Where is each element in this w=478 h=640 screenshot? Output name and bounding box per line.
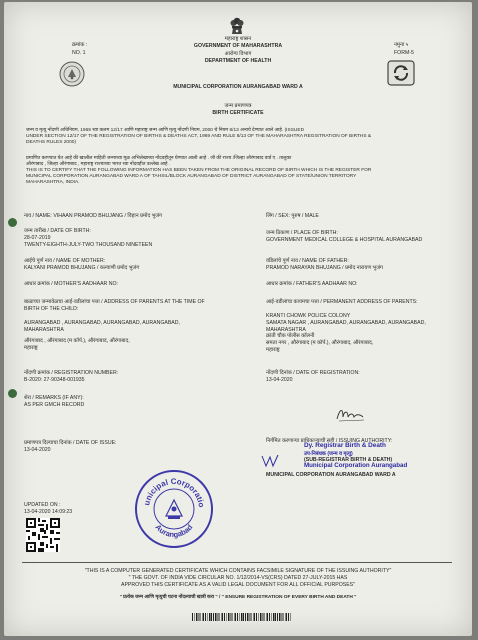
dob-value: 28-07-2019: [24, 235, 51, 241]
signature-scribble: [334, 405, 368, 425]
department-name: DEPARTMENT OF HEALTH: [204, 58, 272, 64]
footer-slogan: " प्रत्येक जन्म आणि मृत्युची घटना नोंदल्याची खात्री करा " / " ENSURE REGISTRATION OF EVERY BIRTH AND DEATH ": [119, 595, 357, 600]
remarks-label: शेरा / REMARKS (IF ANY):: [24, 395, 84, 401]
seal-bottom-text: Aurangabad: [153, 522, 195, 540]
registration-date-label: नोंदणी दिनांक / DATE OF REGISTRATION:: [266, 370, 360, 376]
government-name: GOVERNMENT OF MAHARASHTRA: [193, 43, 283, 49]
seal-top-text: unicipal Corporatio: [142, 476, 207, 509]
svg-text:Municipal Corporation: [137, 472, 206, 508]
department-name-mr: आरोग्य विभाग: [224, 51, 252, 57]
certificate-title-mr: जन्म प्रमाणपत्र: [224, 103, 252, 109]
ashoka-emblem-icon: [226, 14, 248, 36]
authority-stamp-line: उप-निबंधक (जन्म व मृत्यु): [304, 451, 353, 457]
address-at-birth-label: बाळाच्या जन्मावेळचा आई-वडीलांचा पत्ता / ADDRESS OF PARENTS AT THE TIME OF: [24, 299, 205, 305]
registration-number-label: नोंदणी क्रमांक / REGISTRATION NUMBER:: [24, 370, 119, 376]
preamble-line: THIS IS TO CERTIFY THAT THE FOLLOWING INFORMATION HAS BEEN TAKEN FROM THE ORIGINAL RECORD OF BIRTH WHICH IS THE REGISTER FOR: [26, 168, 372, 173]
authority-stamp-line: (SUB-REGISTRAR BIRTH & DEATH): [304, 457, 393, 463]
preamble-line: MAHARASHTRA, INDIA.: [26, 180, 80, 185]
authority-stamp-line: Municipal Corporation Aurangabad: [304, 462, 408, 469]
dob-label: जन्म तारीख / DATE OF BIRTH:: [24, 228, 91, 234]
address-at-birth-label-cont: BIRTH OF THE CHILD:: [24, 306, 79, 312]
issue-date-label: प्रमाणपत्र दिल्याचा दिनांक / DATE OF ISSUE:: [24, 440, 117, 446]
barcode: [192, 613, 292, 621]
dob-in-words: TWENTY-EIGHTH-JULY-TWO THOUSAND NINETEEN: [24, 242, 153, 248]
name-field: [24, 213, 162, 219]
registration-number-value: B-2020: 27-90348-001935: [24, 377, 85, 383]
address-at-birth-value: AURANGABAD , AURANGABAD, AURANGABAD, AURANGABAD,: [24, 320, 180, 326]
pob-label: जन्म ठिकाण / PLACE OF BIRTH:: [266, 230, 338, 236]
corporation-seal-emblem: [137, 472, 211, 546]
permanent-address-label: आई-वडीलांचा कायमचा पत्ता / PERMANENT ADDRESS OF PARENTS:: [266, 299, 418, 305]
corporation-name: MUNICIPAL CORPORATION AURANGABAD WARD A: [173, 84, 303, 90]
footer-line: "THIS IS A COMPUTER GENERATED CERTIFICATE WHICH CONTAINS FACSIMILE SIGNATURE OF THE ISSUING AUTHORITY": [84, 568, 392, 574]
name-value: VIHAAN PRAMOD BHUJANG / विहान प्रमोद भुजंग: [53, 213, 163, 219]
preamble-line: जन्म व मृत्यु नोंदणी अधिनियम, 1969 च्या कलम 12/17 आणि महाराष्ट्र जन्म आणि मृत्यु नोंदणी नियम, 2000 चे नियम 8/13 अन्वये देण्यात आले आहे. (ISSUED: [26, 128, 305, 133]
qr-code-icon: [26, 518, 60, 552]
address-at-birth-value: MAHARASHTRA: [24, 327, 64, 333]
remarks-value: AS PER GMCH RECORD: [24, 402, 85, 408]
serial-number: NO. 1: [72, 50, 86, 56]
preamble-line: MUNICIPAL CORPORATION AURANGABAD WARD A OF TAHSIL/BLOCK AURANGABAD OF DISTRICT AURANGABAD OF STATE/UNION TERRITORY: [26, 174, 357, 179]
issue-date-value: 13-04-2020: [24, 447, 51, 453]
crs-logo-icon: [387, 60, 415, 86]
preamble-line: DEATHS RULES 2000): [26, 140, 77, 145]
mother-aadhaar-label: आधार क्रमांक / MOTHER'S AADHAAR NO:: [24, 281, 118, 287]
sex-value: पुरुष / MALE: [291, 213, 319, 219]
registration-date-value: 13-04-2020: [266, 377, 293, 383]
corporation-seal: [135, 470, 213, 548]
form-label-mr: नमुना ५: [394, 42, 409, 48]
government-name-mr: महाराष्ट्र शासन: [224, 36, 252, 42]
pob-value: GOVERNMENT MEDICAL COLLEGE & HOSPITAL AURANGABAD: [266, 237, 423, 243]
preamble-line: औरंगाबाद , जिल्हा औरंगाबाद , महाराष्ट्र राज्याच्या भारत च्या नोंदवहीत उल्लेख आहे .: [26, 162, 171, 167]
permanent-address-value-mr: महाराष्ट्र: [266, 347, 280, 353]
certificate-title: BIRTH CERTIFICATE: [212, 110, 264, 116]
footer-line: " THE GOVT. OF INDIA VIDE CIRCULAR NO. 1/12/2014-VS(CRS) DATED 27-JULY-2015 HAS: [128, 575, 348, 581]
authority-signature: [260, 453, 280, 469]
permanent-address-value: MAHARASHTRA: [266, 327, 306, 333]
certificate-sheet: [4, 2, 472, 636]
punch-hole: [8, 218, 17, 227]
punch-hole: [8, 389, 17, 398]
permanent-address-value: SAMATA NAGAR , AURANGABAD, AURANGABAD, AURANGABAD,: [266, 320, 426, 326]
footer-divider: [22, 562, 452, 563]
updated-on-value: 13-04-2020 14:09:23: [24, 509, 73, 515]
maharashtra-seal-icon: [59, 61, 85, 87]
address-at-birth-value-mr: औरंगाबाद , औरंगाबाद (म कॉर्प.), औरंगाबाद, औरंगाबाद,: [24, 338, 130, 344]
name-label: नाव / NAME:: [24, 213, 52, 219]
father-aadhaar-label: आधार क्रमांक / FATHER'S AADHAAR NO:: [266, 281, 358, 287]
mother-label: आईचे पूर्ण नाव / NAME OF MOTHER:: [24, 258, 106, 264]
serial-label-mr: क्रमांक :: [72, 42, 88, 48]
issuing-authority-label: निर्गमित करणाऱ्या प्राधिकाऱ्याची सही / ISSUING AUTHORITY:: [266, 438, 393, 444]
father-value: PRAMOD NARAYAN BHUJANG / प्रमोद नारायण भुजंग: [266, 265, 383, 271]
svg-text:Aurangabad: [154, 522, 195, 539]
father-label: वडिलांचे पूर्ण नाव / NAME OF FATHER:: [266, 258, 349, 264]
issuing-authority-org: MUNICIPAL CORPORATION AURANGABAD WARD A: [266, 472, 396, 478]
address-at-birth-value-mr: महाराष्ट्र: [24, 345, 38, 351]
authority-stamp-line: Dy. Registrar Birth & Death: [304, 442, 386, 449]
updated-on-label: UPDATED ON :: [24, 502, 61, 508]
permanent-address-value-mr: समता नगर , औरंगाबाद (म कॉर्प.), औरंगाबाद, औरंगाबाद,: [266, 340, 374, 346]
permanent-address-value-mr: क्रांती चौक पोलीस कॉलनी: [266, 333, 315, 339]
preamble-line: UNDER SECTION 12/17 OF THE REGISTRATION OF BIRTHS & DEATHS ACT, 1969 AND RULE 8/13 OF THE MAHARASHTRA REGISTRATION OF BIRTHS &: [26, 134, 372, 139]
form-label: FORM-5: [394, 50, 414, 56]
preamble-line: प्रमाणित करण्यात येत आहे की खालील माहिती जन्माच्या मूळ अभिलेखाच्या नोंदवहीतून घेण्यात आली आहे . जी की राज्य /जिल्हा औरंगाबाद वार्ड ए . तालुका: [26, 156, 292, 161]
permanent-address-value: KRANTI CHOWK POLICE COLONY: [266, 313, 351, 319]
sex-field: [266, 213, 319, 219]
footer-line: APPROVED THIS CERTIFICATE AS A VALID LEGAL DOCUMENT FOR ALL OFFICIAL PURPOSES": [121, 582, 355, 588]
sex-label: लिंग / SEX:: [266, 213, 290, 219]
mother-value: KALYANI PRAMOD BHUJANG / कल्याणी प्रमोद भुजंग: [24, 265, 140, 271]
